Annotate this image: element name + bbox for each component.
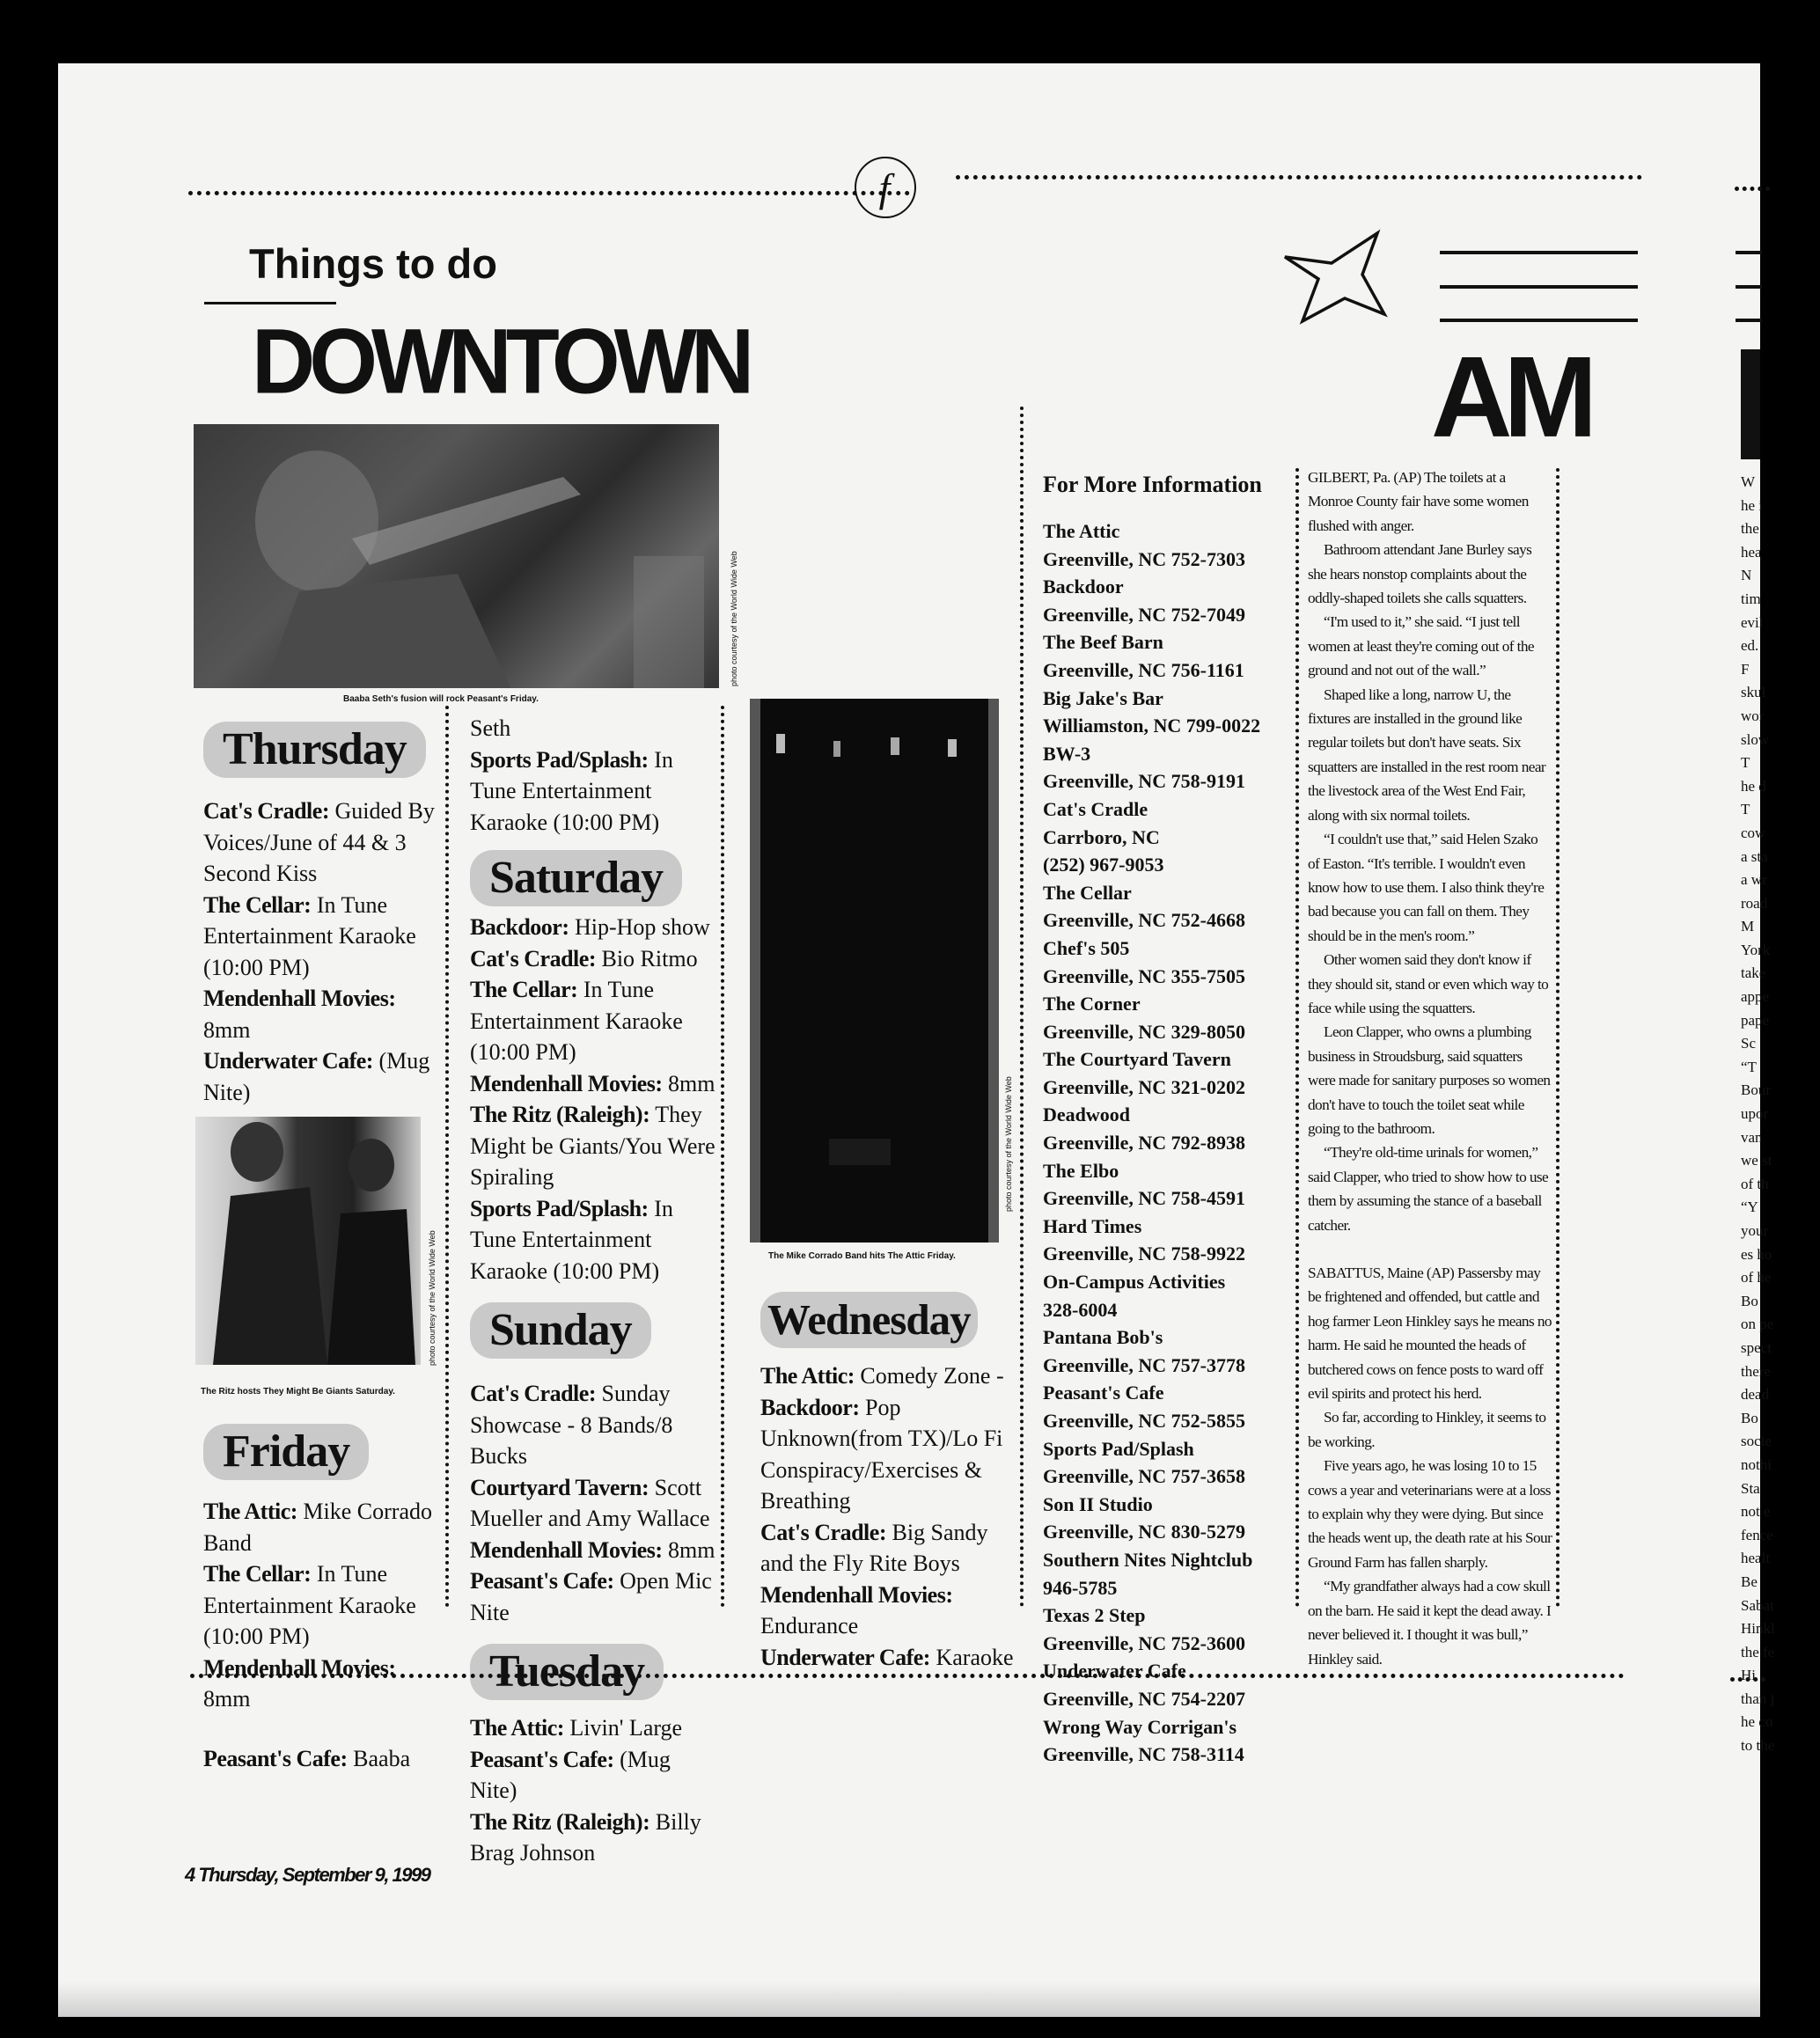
info-line: BW-3 — [1043, 742, 1091, 765]
info-line: Greenville, NC 355-7505 — [1043, 964, 1245, 987]
listing-entry: The Cellar: In Tune Entertainment Karaoke (10:00 PM) — [470, 977, 683, 1065]
news-paragraph: Shaped like a long, narrow U, the fixtures are installed in the ground like regular toilets but don't have seats. Six squatters are installed in the rest room near the livestock area of the West End Fair, along with six normal toilets. — [1308, 685, 1546, 824]
clipped-line: than j — [1741, 1690, 1775, 1707]
clipped-line: M — [1741, 918, 1755, 935]
listing-entry: Courtyard Tavern: Scott Mueller and Amy Wallace — [470, 1474, 710, 1531]
listing-entry: The Ritz (Raleigh): Billy Brag Johnson — [470, 1808, 701, 1866]
news-briefs — [1308, 466, 1552, 1671]
info-line: Greenville, NC 758-3114 — [1043, 1743, 1244, 1766]
clipped-line: your — [1741, 1222, 1769, 1239]
clipped-line: wor — [1741, 707, 1765, 724]
listing-entry: Backdoor: Pop Unknown(from TX)/Lo Fi Conspiracy/Exercises & Breathing — [760, 1394, 1003, 1514]
section-letter: f — [878, 165, 891, 210]
listing-entry: Mendenhall Movies: Endurance — [760, 1581, 953, 1638]
info-line: The Attic — [1043, 520, 1120, 542]
info-line: Cat's Cradle — [1043, 797, 1149, 820]
info-line: (252) 967-9053 — [1043, 854, 1164, 876]
clipped-line: T — [1741, 801, 1750, 818]
column-2 — [470, 713, 716, 1869]
clipped-line: of th — [1741, 1175, 1769, 1192]
listing-entry: Mendenhall Movies: 8mm — [203, 1654, 396, 1712]
clipped-headline-fragment — [1741, 349, 1760, 459]
info-line: Backdoor — [1043, 575, 1124, 598]
clipped-line: he co — [1741, 1713, 1773, 1731]
info-line: Greenville, NC 758-9191 — [1043, 770, 1245, 793]
info-line: Greenville, NC 321-0202 — [1043, 1075, 1245, 1098]
day-heading-thursday: Thursday — [203, 722, 426, 778]
clipped-line: van — [1741, 1128, 1763, 1146]
photo-credit-giants: photo courtesy of the World Wide Web — [428, 1230, 437, 1366]
clipped-line: the fe — [1741, 1643, 1775, 1660]
clipped-line: Hi — [1741, 1667, 1756, 1684]
band-members-image-icon — [195, 1117, 421, 1365]
info-line: Greenville, NC 752-5855 — [1043, 1410, 1245, 1432]
listing-entry: Sports Pad/Splash: In Tune Entertainment Karaoke (10:00 PM) — [470, 1195, 673, 1284]
photo-mike-corrado-band — [750, 699, 999, 1243]
listing-entry: The Attic: Livin' Large — [470, 1715, 683, 1741]
day-heading-wednesday: Wednesday — [760, 1292, 978, 1348]
news-story-cow-heads — [1308, 1261, 1552, 1671]
info-line: Greenville, NC 329-8050 — [1043, 1020, 1245, 1043]
bottom-dotted-rule — [190, 1674, 1625, 1678]
column-divider-1 — [445, 706, 449, 1608]
column-divider-2 — [721, 706, 724, 1608]
clipped-line: es ho — [1741, 1245, 1772, 1263]
page-folio: 4 Thursday, September 9, 1999 — [185, 1864, 430, 1886]
listing-entry: Backdoor: Hip-Hop show — [470, 914, 710, 940]
star-icon — [1283, 226, 1398, 336]
info-line: The Elbo — [1043, 1159, 1119, 1182]
clipped-line: cow — [1741, 824, 1766, 841]
info-line: Williamston, NC 799-0022 — [1043, 715, 1261, 737]
clipped-line: the — [1741, 520, 1759, 538]
clipped-line: N — [1741, 567, 1752, 584]
info-line: Southern Nites Nightclub — [1043, 1548, 1253, 1571]
listing-entry: Cat's Cradle: Guided By Voices/June of 44 & 3 Second Kiss — [203, 798, 435, 886]
clipped-line: T — [1741, 754, 1750, 772]
info-column — [1043, 470, 1294, 1769]
band-stage-image-icon — [750, 699, 999, 1243]
info-line: Greenville, NC 756-1161 — [1043, 658, 1244, 681]
clipped-line: Sabat — [1741, 1596, 1774, 1614]
clipped-line: York — [1741, 941, 1771, 958]
listing-entry: Cat's Cradle: Bio Ritmo — [470, 945, 698, 971]
column-divider-4 — [1295, 468, 1299, 1608]
info-line: Greenville, NC 752-4668 — [1043, 909, 1245, 932]
clipped-line: a sta — [1741, 847, 1768, 865]
news-paragraph: GILBERT, Pa. (AP) The toilets at a Monroe County fair have some women flushed with anger. — [1308, 469, 1529, 534]
info-line: The Corner — [1043, 993, 1141, 1015]
info-line: Deadwood — [1043, 1103, 1131, 1126]
section-logo — [846, 147, 925, 223]
clipped-line: dead — [1741, 1386, 1770, 1404]
top-dotted-rule-right — [956, 175, 1642, 180]
info-line: Greenville, NC 754-2207 — [1043, 1687, 1245, 1710]
info-line: Greenville, NC 757-3658 — [1043, 1465, 1245, 1488]
clipped-line: healt — [1741, 1550, 1771, 1567]
clipped-line: hea — [1741, 543, 1762, 561]
clipped-line: appe — [1741, 988, 1770, 1006]
clipped-line: pape — [1741, 1011, 1770, 1029]
info-line: Underwater Cafe — [1043, 1660, 1186, 1682]
news-paragraph: Five years ago, he was losing 10 to 15 cows a year and veterinarians were at a loss to explain why they were dying. But since the heads went up, the death rate at his Sour Ground Farm has fallen sharply. — [1308, 1457, 1552, 1571]
listing-entry: Underwater Cafe: Karaoke — [760, 1644, 1014, 1670]
photo-caption-corrado: The Mike Corrado Band hits The Attic Friday. — [768, 1251, 956, 1261]
clipped-line: “T — [1741, 1058, 1757, 1075]
info-line: Greenville, NC 757-3778 — [1043, 1353, 1245, 1376]
clipped-line: Sta — [1741, 1479, 1760, 1497]
photo-baaba-seth — [194, 424, 719, 688]
info-heading: For More Information — [1043, 472, 1262, 497]
kicker: Things to do — [249, 240, 497, 287]
news-paragraph: “I'm used to it,” she said. “I just tell women at least they're coming out of the ground and not out of the wall.” — [1308, 613, 1534, 679]
clipped-line: Bo — [1741, 1409, 1758, 1426]
clipped-line: we st — [1741, 1152, 1772, 1169]
column-3 — [760, 1292, 1016, 1673]
clipped-line: he d — [1741, 777, 1766, 795]
info-line: Sports Pad/Splash — [1043, 1437, 1194, 1460]
section-logo-icon — [846, 147, 925, 223]
day-heading-friday: Friday — [203, 1424, 369, 1480]
listing-entry: Peasant's Cafe: Baaba — [203, 1745, 411, 1771]
clipped-line: skul — [1741, 684, 1766, 701]
listing-entry: Mendenhall Movies: 8mm — [470, 1536, 716, 1563]
header-rule-2 — [1440, 285, 1638, 289]
news-paragraph: So far, according to Hinkley, it seems to be working. — [1308, 1409, 1546, 1450]
clipped-line: “Y — [1741, 1199, 1758, 1216]
news-paragraph: “They're old-time urinals for women,” said Clapper, who tried to show how to use them by assuming the stance of a baseball catcher. — [1308, 1144, 1549, 1234]
clipped-line: slow — [1741, 730, 1770, 748]
info-line: Chef's 505 — [1043, 936, 1130, 959]
info-line: Pantana Bob's — [1043, 1326, 1163, 1349]
clipped-line: Bo — [1741, 1292, 1758, 1309]
news-paragraph: Leon Clapper, who owns a plumbing business in Stroudsburg, said squatters were made for sanitary purposes so women don't have to touch the toilet seat while going to the bathroom. — [1308, 1023, 1551, 1137]
info-line: Greenville, NC 830-5279 — [1043, 1521, 1245, 1543]
clipped-line: tim — [1741, 590, 1761, 607]
clipped-page-rule-1 — [1736, 251, 1762, 254]
clipped-line: he i — [1741, 496, 1764, 514]
clipped-line: road — [1741, 894, 1768, 912]
header-rule-1 — [1440, 251, 1638, 254]
info-line: The Courtyard Tavern — [1043, 1048, 1231, 1071]
info-line: Son II Studio — [1043, 1492, 1153, 1515]
info-line: Hard Times — [1043, 1214, 1142, 1237]
photo-credit-baaba: photo courtesy of the World Wide Web — [730, 551, 738, 686]
info-line: 946-5785 — [1043, 1576, 1118, 1599]
clipped-line: upor — [1741, 1105, 1769, 1123]
kicker-underline — [204, 302, 336, 304]
news-paragraph: “My grandfather always had a cow skull on the barn. He said it kept the dead away. I never believed it. I thought it was bull,” Hinkley said. — [1308, 1578, 1552, 1668]
next-headline-fragment: AM — [1431, 333, 1589, 462]
info-list — [1043, 517, 1294, 1769]
clipped-line: ed. — [1741, 637, 1759, 655]
news-paragraph: SABATTUS, Maine (AP) Passersby may be frightened and offended, but cattle and hog farmer Leon Hinkley says he means no harm. He said he mounted the heads of butchered cows on fence posts to ward off evil spirits and protect his herd. — [1308, 1265, 1552, 1403]
clipped-line: spect — [1741, 1338, 1772, 1356]
clipped-line: on pe — [1741, 1316, 1774, 1333]
top-dotted-rule-far — [1735, 187, 1770, 191]
page-title: DOWNTOWN — [252, 310, 749, 414]
clipped-line: W — [1741, 473, 1756, 490]
news-paragraph: Other women said they don't know if they should sit, stand or even which way to face while using the squatters. — [1308, 951, 1549, 1016]
news-story-toilets — [1308, 466, 1552, 1237]
photo-caption-giants: The Ritz hosts They Might Be Giants Saturday. — [201, 1387, 395, 1397]
listing-entry: Sports Pad/Splash: In Tune Entertainment Karaoke (10:00 PM) — [470, 746, 673, 835]
info-line: Peasant's Cafe — [1043, 1382, 1164, 1404]
column-divider-3 — [1020, 407, 1024, 1608]
clipped-line: not e — [1741, 1503, 1771, 1521]
top-dotted-rule-left — [188, 191, 910, 195]
column-divider-5 — [1556, 468, 1559, 1608]
clipped-line: F — [1741, 660, 1750, 678]
news-paragraph: Bathroom attendant Jane Burley says she hears nonstop complaints about the oddly-shaped toilets she calls squatters. — [1308, 541, 1532, 607]
listing-continued: Seth — [470, 715, 511, 741]
listing-entry: The Ritz (Raleigh): They Might be Giants/You Were Spiraling — [470, 1102, 716, 1190]
column-1-lower — [203, 1424, 441, 1774]
info-line: Greenville, NC 752-7303 — [1043, 547, 1245, 570]
listing-entry: The Attic: Comedy Zone - — [760, 1363, 1004, 1389]
info-line: Big Jake's Bar — [1043, 686, 1163, 709]
news-paragraph: “I couldn't use that,” said Helen Szako of Easton. “It's terrible. I wouldn't even know how to use them. I also think they're bad because you can fall on them. They should be in the men's room.” — [1308, 831, 1545, 944]
clipped-line: nothi — [1741, 1455, 1772, 1473]
info-line: Wrong Way Corrigan's — [1043, 1715, 1237, 1738]
photo-caption-baaba: Baaba Seth's fusion will rock Peasant's Friday. — [343, 694, 539, 704]
day-heading-tuesday: Tuesday — [470, 1644, 664, 1700]
info-line: Greenville, NC 758-4591 — [1043, 1187, 1245, 1210]
clipped-line: socie — [1741, 1433, 1772, 1450]
clipped-line: Bour — [1741, 1081, 1771, 1099]
info-line: Greenville, NC 752-3600 — [1043, 1631, 1245, 1654]
header-rule-3 — [1440, 319, 1638, 322]
info-line: The Cellar — [1043, 881, 1132, 904]
clipped-column — [1741, 471, 1775, 1758]
info-line: Greenville, NC 792-8938 — [1043, 1132, 1245, 1155]
clipped-line: a wr — [1741, 871, 1767, 889]
info-line: Carrboro, NC — [1043, 825, 1160, 848]
clipped-line: there — [1741, 1362, 1771, 1380]
info-line: Greenville, NC 758-9922 — [1043, 1243, 1245, 1265]
listing-entry: Cat's Cradle: Big Sandy and the Fly Rite Boys — [760, 1519, 988, 1576]
clipped-line: Hinkl — [1741, 1620, 1775, 1638]
listing-entry: Cat's Cradle: Sunday Showcase - 8 Bands/8 Bucks — [470, 1381, 673, 1469]
info-line: The Beef Barn — [1043, 631, 1163, 654]
newspaper-page — [58, 63, 1775, 2017]
listing-entry: Mendenhall Movies: 8mm — [203, 986, 396, 1043]
clipped-line: Be — [1741, 1572, 1758, 1590]
photo-they-might-be-giants — [195, 1117, 421, 1365]
bottom-dotted-rule-far — [1730, 1677, 1765, 1682]
clipped-line: take — [1741, 964, 1766, 982]
clipped-line: to the — [1741, 1737, 1775, 1755]
photo-credit-corrado: photo courtesy of the World Wide Web — [1004, 1076, 1013, 1212]
listing-entry: Underwater Cafe: (Mug Nite) — [203, 1048, 430, 1105]
day-heading-saturday: Saturday — [470, 850, 682, 906]
info-line: Texas 2 Step — [1043, 1604, 1146, 1627]
clipped-line: Sc — [1741, 1035, 1756, 1052]
saxophone-player-image-icon — [194, 424, 719, 688]
info-line: Greenville, NC 752-7049 — [1043, 603, 1245, 626]
day-heading-sunday: Sunday — [470, 1302, 651, 1359]
clipped-page-rule-2 — [1736, 285, 1762, 289]
listing-entry: Mendenhall Movies: 8mm — [470, 1070, 716, 1096]
clipped-line: fence — [1741, 1526, 1773, 1543]
clipped-page-rule-3 — [1736, 319, 1762, 322]
column-1 — [203, 722, 441, 1108]
clipped-line: of he — [1741, 1269, 1772, 1287]
listing-entry: Peasant's Cafe: (Mug Nite) — [470, 1746, 671, 1803]
listing-entry: The Cellar: In Tune Entertainment Karaoke (10:00 PM) — [203, 891, 416, 980]
listing-entry: Peasant's Cafe: Open Mic Nite — [470, 1568, 712, 1625]
info-line: 328-6004 — [1043, 1298, 1118, 1321]
bottom-edge-band — [58, 1982, 1760, 2017]
listing-entry: The Cellar: In Tune Entertainment Karaoke (10:00 PM) — [203, 1561, 416, 1649]
clipped-line: evil — [1741, 613, 1764, 631]
listing-entry: The Attic: Mike Corrado Band — [203, 1499, 433, 1556]
info-line: On-Campus Activities — [1043, 1271, 1226, 1294]
